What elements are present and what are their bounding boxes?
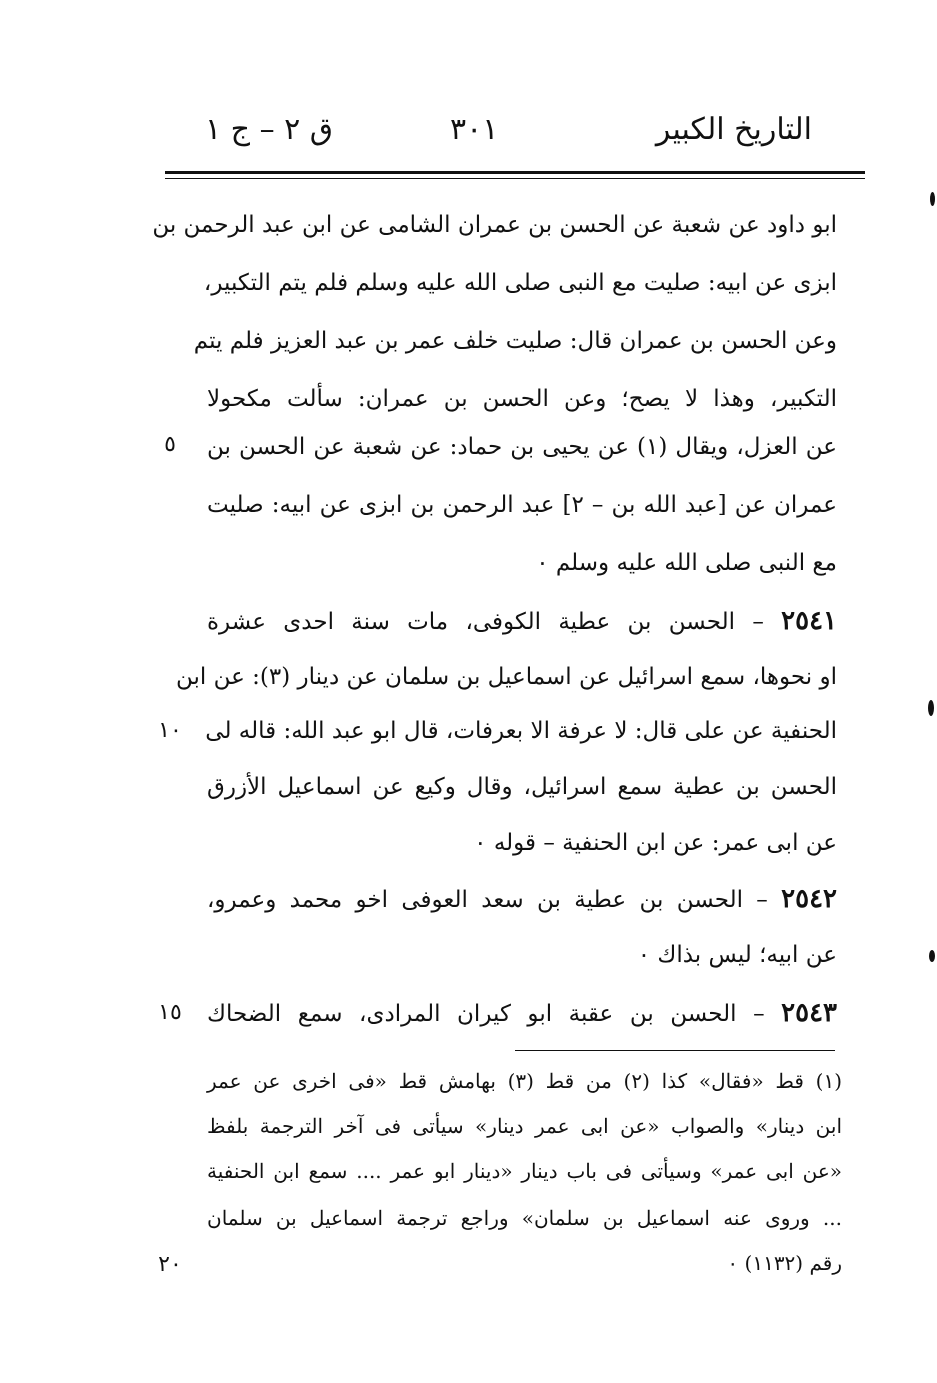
margin-line-number: ٥ (164, 432, 176, 457)
text-line: عن العزل، ويقال (١) عن يحيى بن حماد: عن شعبة عن الحسن بن (207, 434, 837, 460)
scan-mark (928, 700, 934, 716)
footnote-line: «عن ابى عمر» وسيأتى فى باب دينار «دينار ابو عمر .... سمع ابن الحنفية (207, 1159, 842, 1183)
scan-mark (929, 950, 935, 962)
page-number: ٣٠١ (450, 112, 499, 147)
footnote-line: رقم (١١٣٢) ٠ (727, 1251, 842, 1275)
text-line: عن ابيه؛ ليس بذاك ٠ (637, 942, 837, 968)
margin-line-number: ١٥ (158, 1000, 182, 1025)
margin-line-number: ٢٠ (158, 1252, 182, 1277)
entry-text: – الحسن بن عقبة ابو كيران المرادى، سمع الضحاك (207, 1001, 765, 1027)
text-line: الحنفية عن على قال: لا عرفة الا بعرفات، قال ابو عبد الله: قاله لى (205, 718, 837, 744)
text-line: وعن الحسن بن عمران قال: صليت خلف عمر بن عبد العزيز فلم يتم (193, 328, 837, 354)
text-line: او نحوها، سمع اسرائيل عن اسماعيل بن سلمان عن دينار (٣): عن ابن (175, 664, 837, 690)
volume-part: ق ٢ – ج ١ (205, 112, 334, 147)
entry-text: – الحسن بن عطية الكوفى، مات سنة احدى عشرة (207, 609, 764, 635)
entry-number: ٢٥٤١ (781, 606, 838, 636)
entry-line-2542 (207, 882, 837, 917)
book-title: التاريخ الكبير (655, 112, 812, 147)
entry-number: ٢٥٤٢ (781, 884, 838, 914)
page-header (0, 100, 937, 160)
entry-text: – الحسن بن عطية بن سعد العوفى اخو محمد وعمرو، (207, 887, 768, 913)
margin-line-number: ١٠ (158, 718, 182, 743)
entry-line-2543 (207, 996, 837, 1031)
header-rule-thick (165, 171, 865, 174)
text-line: التكبير، وهذا لا يصح؛ وعن الحسن بن عمران: سألت مكحولا (207, 386, 837, 412)
text-line: عن ابى عمر: عن ابن الحنفية – قوله ٠ (474, 830, 837, 856)
footnote-rule (515, 1050, 835, 1051)
header-rule-thin (165, 178, 865, 179)
footnote-line: ... وروى عنه اسماعيل بن سلمان» وراجع ترجمة اسماعيل بن سلمان (207, 1206, 842, 1230)
entry-line-2541 (207, 604, 837, 639)
text-line: ابو داود عن شعبة عن الحسن بن عمران الشامى عن ابن عبد الرحمن بن (152, 212, 837, 238)
text-line: الحسن بن عطية سمع اسرائيل، وقال وكيع عن اسماعيل الأزرق (207, 774, 837, 800)
text-line: ابزى عن ابيه: صليت مع النبى صلى الله عليه وسلم فلم يتم التكبير، (203, 270, 837, 296)
footnote-line: (١) قط «فقال» كذا (٢) من قط (٣) بهامش قط «فى اخرى عن عمر (207, 1069, 842, 1093)
text-line: مع النبى صلى الله عليه وسلم ٠ (536, 550, 837, 576)
text-line: عمران عن [عبد الله بن – ٢] عبد الرحمن بن ابزى عن ابيه: صليت (207, 492, 837, 518)
entry-number: ٢٥٤٣ (781, 998, 837, 1028)
scan-mark (930, 192, 935, 206)
footnote-line: ابن دينار» والصواب «عن ابى عمر دينار» سيأتى فى آخر الترجمة بلفظ (207, 1114, 842, 1138)
